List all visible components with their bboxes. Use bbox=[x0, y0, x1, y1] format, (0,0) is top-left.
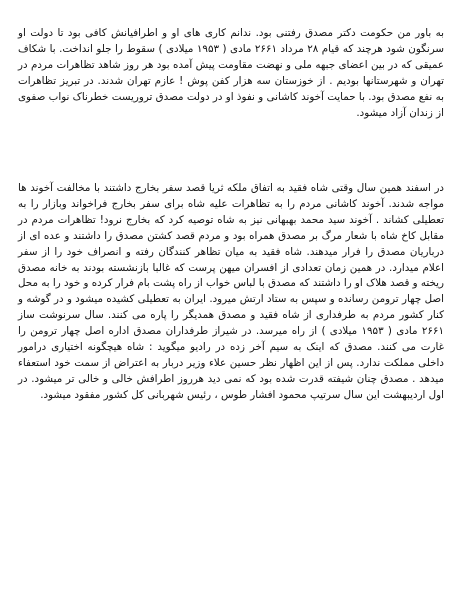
paragraph-2: در اسفند همین سال وقتی شاه فقید به اتفاق ملکه ثریا قصد سفر بخارج داشتند با مخالفت آخوند ها مواجه شدند. آخوند کاشانی مردم را به تظاهرات علیه شاه برای سفر بخارج فراخواند وبازار را به تعطیلی کشاند . آخوند سید محمد بهبهانی نیز به شاه توصیه کرد که بخارج نرود! تظاهرات مردم در مقابل کاخ شاه با شعار مرگ بر مصدق همراه بود و مردم قصد کشتن مصدق را داشتند و عده ای از درباریان مصدق را فرار میدهند. شاه فقید به میان تظاهر کنندگان رفته و انصراف خود را از سفر اعلام میدارد. در همین زمان تعدادی از افسران میهن پرست که غالبا بازنشسته بودند به خانه مصدق ریخته و قصد هلاک او را داشتند که مصدق با لباس خواب از راه پشت بام فرار کرده و خود را به محل اصل چهار ترومن رسانده و سپس به ستاد ارتش میرود. ایران به تعطیلی کشیده میشود و در گوشه و کنار کشور مردم به طرفداری از شاه فقید و مصدق همدیگر را پاره می کنند. سال سرنوشت ساز ۲۶۶۱ مادی ( ۱۹۵۳ میلادی ) از راه میرسد. در شیراز طرفداران مصدق اداره اصل چهار ترومن را غارت می کنند. مصدق که اینک به سیم آخر زده در رادیو میگوید : شاه هیچگونه اختیاری درامور داخلی مملکت ندارد. پس از این اظهار نظر حسین علاء وزیر دربار به اعتراض از سمت خود استعفاء میدهد . مصدق چنان شیفته قدرت شده بود که نمی دید هرروز اطرافش خالی و خالی تر میشود. در اول اردیبهشت این سال سرتیپ محمود افشار طوس ، رئیس شهربانی کل کشور مفقود میشود. bbox=[18, 182, 444, 401]
paragraph-1: به باور من حکومت دکتر مصدق رفتنی بود. ندانم کاری های او و اطرافیانش کافی بود تا دولت او سرنگون شود هرچند که قیام ۲۸ مرداد ۲۶۶۱ مادی ( ۱۹۵۳ میلادی ) سقوط را جلو انداخت. با شکاف عمیقی که در بین اعضای جبهه ملی و نهضت مقاومت پیش آمده بود هر روز شاهد تظاهرات مردم در تهران و شهرستانها بودیم . از خوزستان سه هزار کفن پوش ! عازم تهران شدند. در تبریز تظاهرات به نفع مصدق بود. با حمایت آخوند کاشانی و نفوذ او در دولت مصدق تروریست خطرناک نواب صفوی از زندان آزاد میشود. bbox=[18, 27, 445, 119]
